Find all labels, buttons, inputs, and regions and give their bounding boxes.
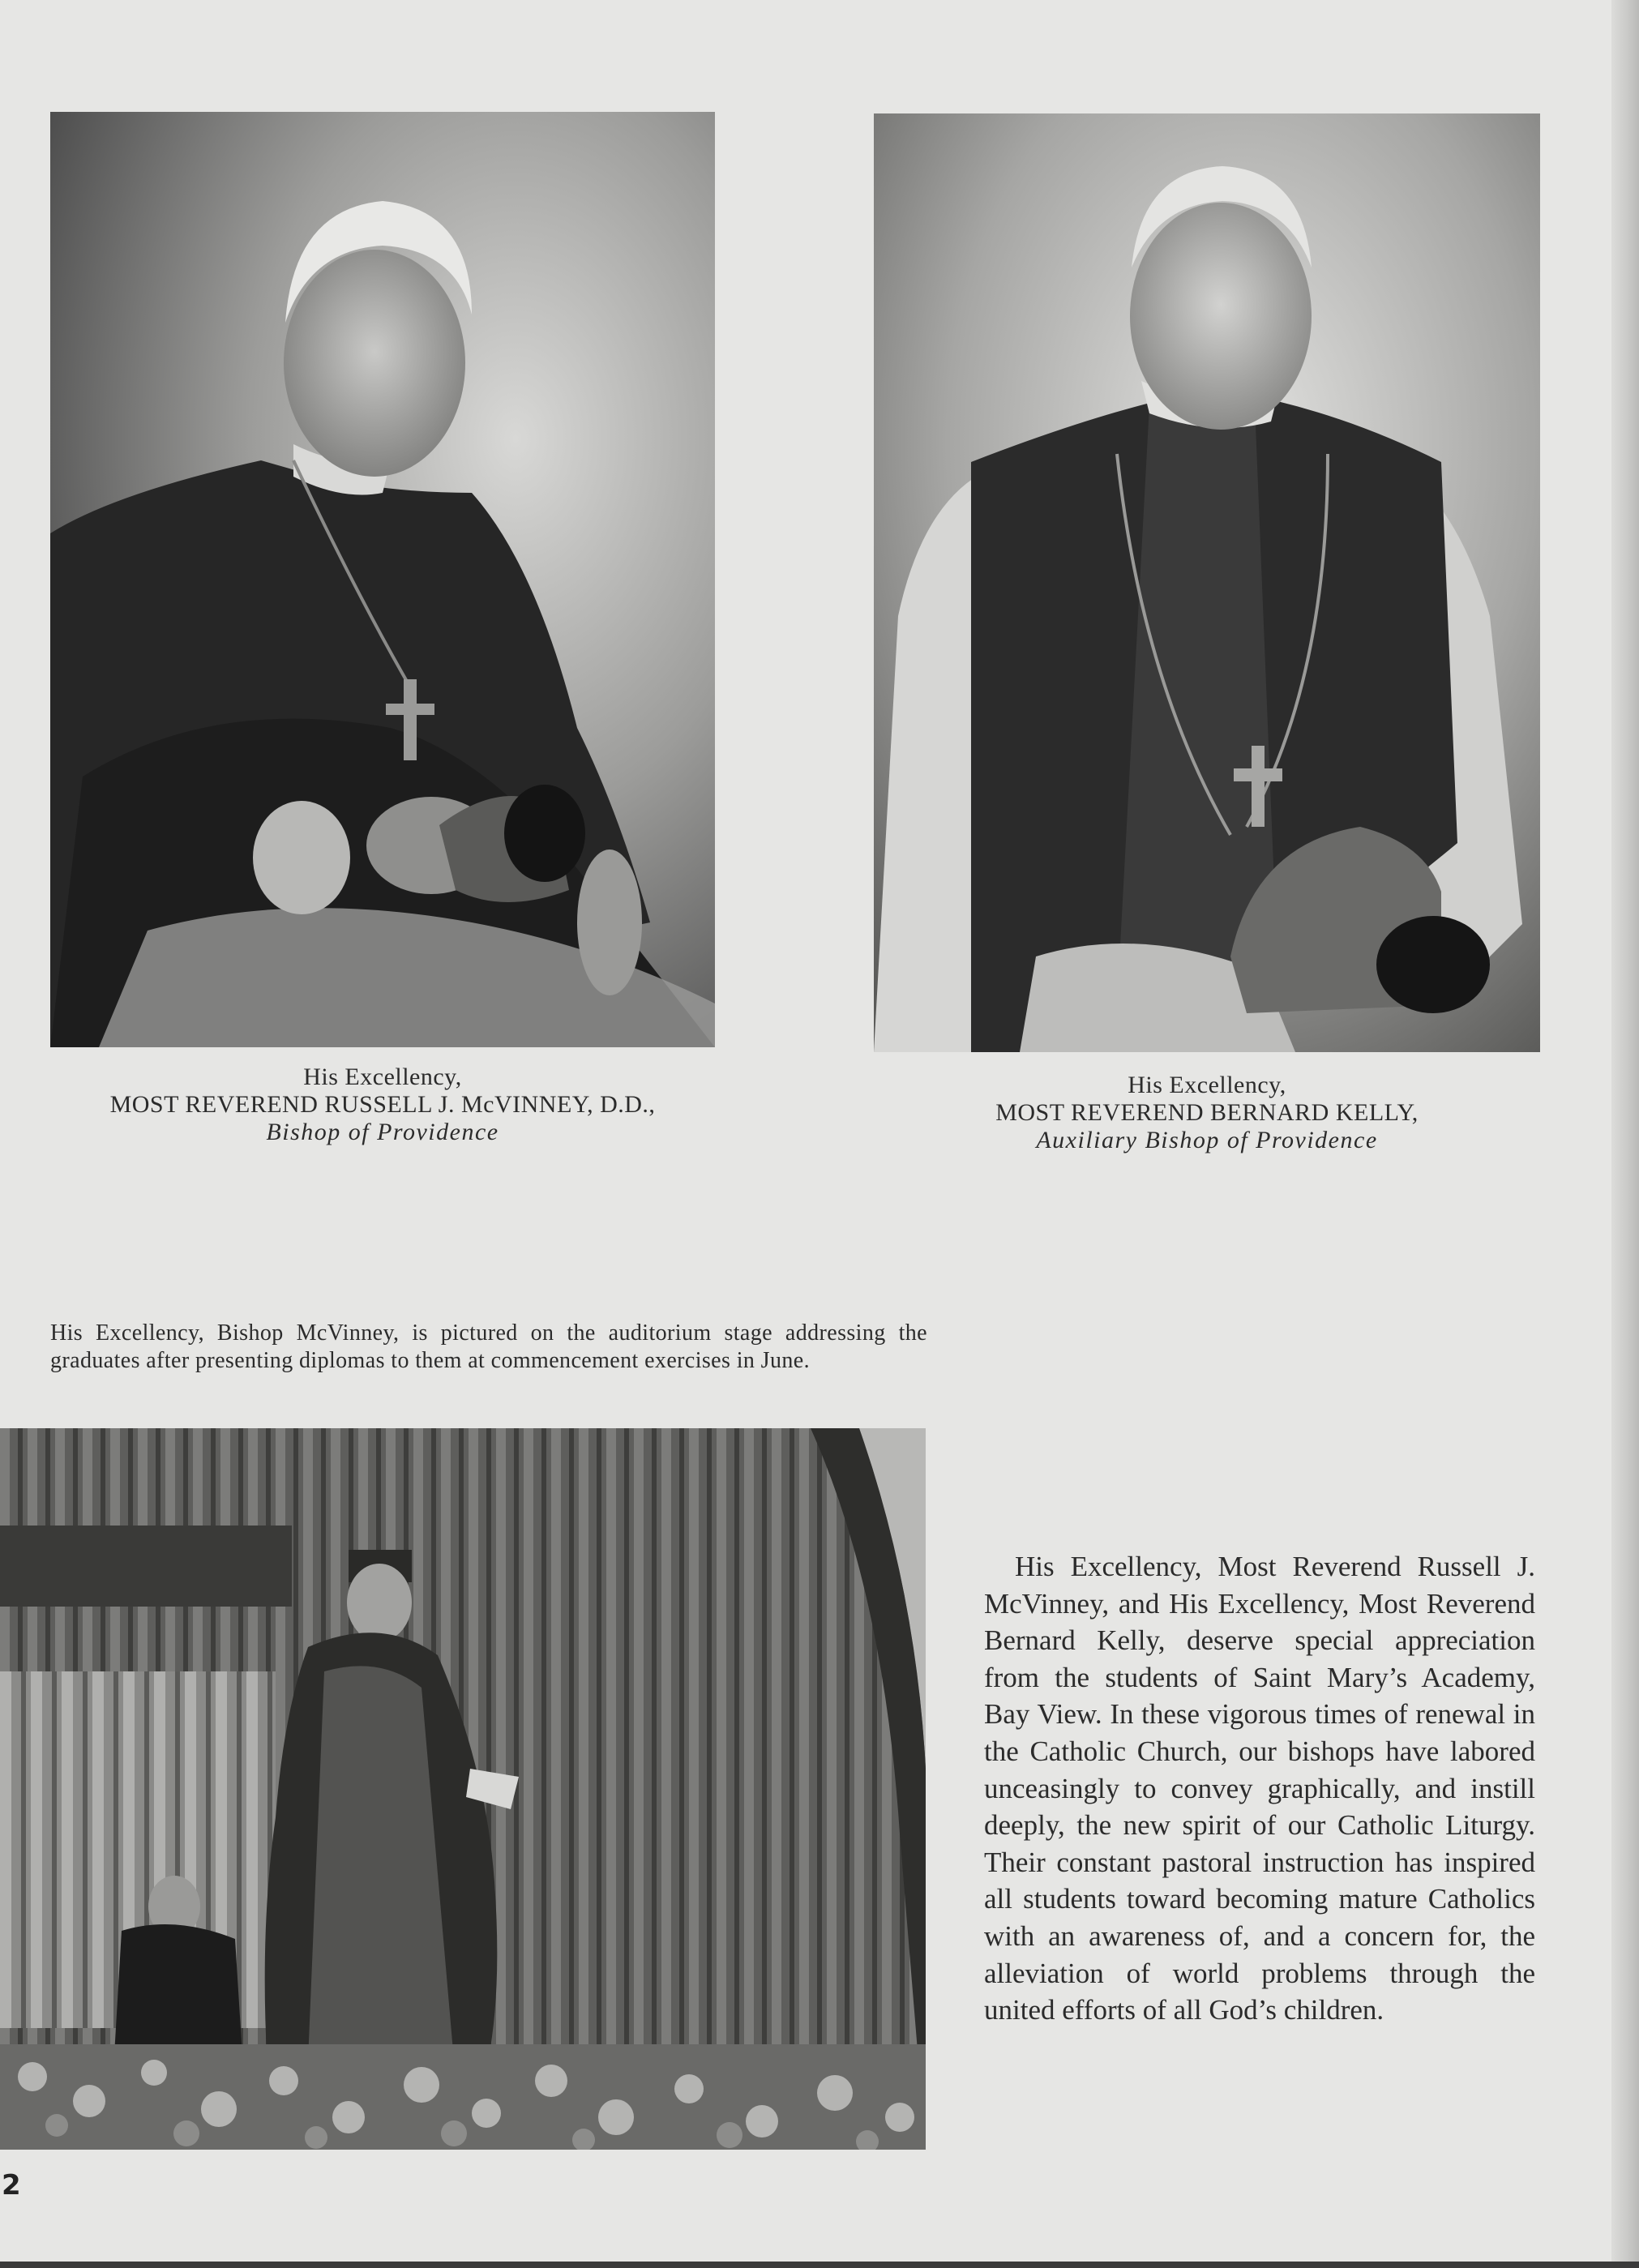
caption-title: Auxiliary Bishop of Providence (1036, 1127, 1378, 1153)
caption-honorific: His Excellency, (1128, 1072, 1286, 1098)
page-bottom-edge (0, 2262, 1639, 2268)
portrait-caption-left (50, 1063, 715, 1146)
portrait-photo-kelly (874, 113, 1540, 1052)
body-paragraph: His Excellency, Most Reverend Russell J. McVinney, and His Excellency, Most Reverend Bernard Kelly, deserve special appreciation from the students of Saint Mary’s Academy, Bay View. In these vigorous times of renewal in the Catholic Church, our bishops have labored unceasingly to convey graphically, and instill deeply, the new spirit of our Catholic Liturgy. Their constant pastoral instruction has inspired all students toward becoming mature Catholics with an awareness of, and a concern for, the alleviation of world problems through the united efforts of all God’s children. (984, 1551, 1535, 2026)
caption-honorific: His Excellency, (303, 1063, 462, 1090)
caption-title: Bishop of Providence (266, 1119, 499, 1145)
portrait-photo-mcvinney (50, 112, 715, 1047)
page-edge (1611, 0, 1639, 2268)
caption-name: MOST REVEREND RUSSELL J. McVINNEY, D.D., (109, 1091, 656, 1118)
caption-name: MOST REVEREND BERNARD KELLY, (995, 1099, 1419, 1126)
portrait-caption-right (874, 1072, 1540, 1154)
stage-photo (0, 1428, 926, 2150)
page-number: 2 (2, 2169, 21, 2202)
stage-photo-caption: His Excellency, Bishop McVinney, is pictured on the auditorium stage addressing the graduates after presenting diplomas to them at commencement exercises in June. (50, 1320, 927, 1373)
